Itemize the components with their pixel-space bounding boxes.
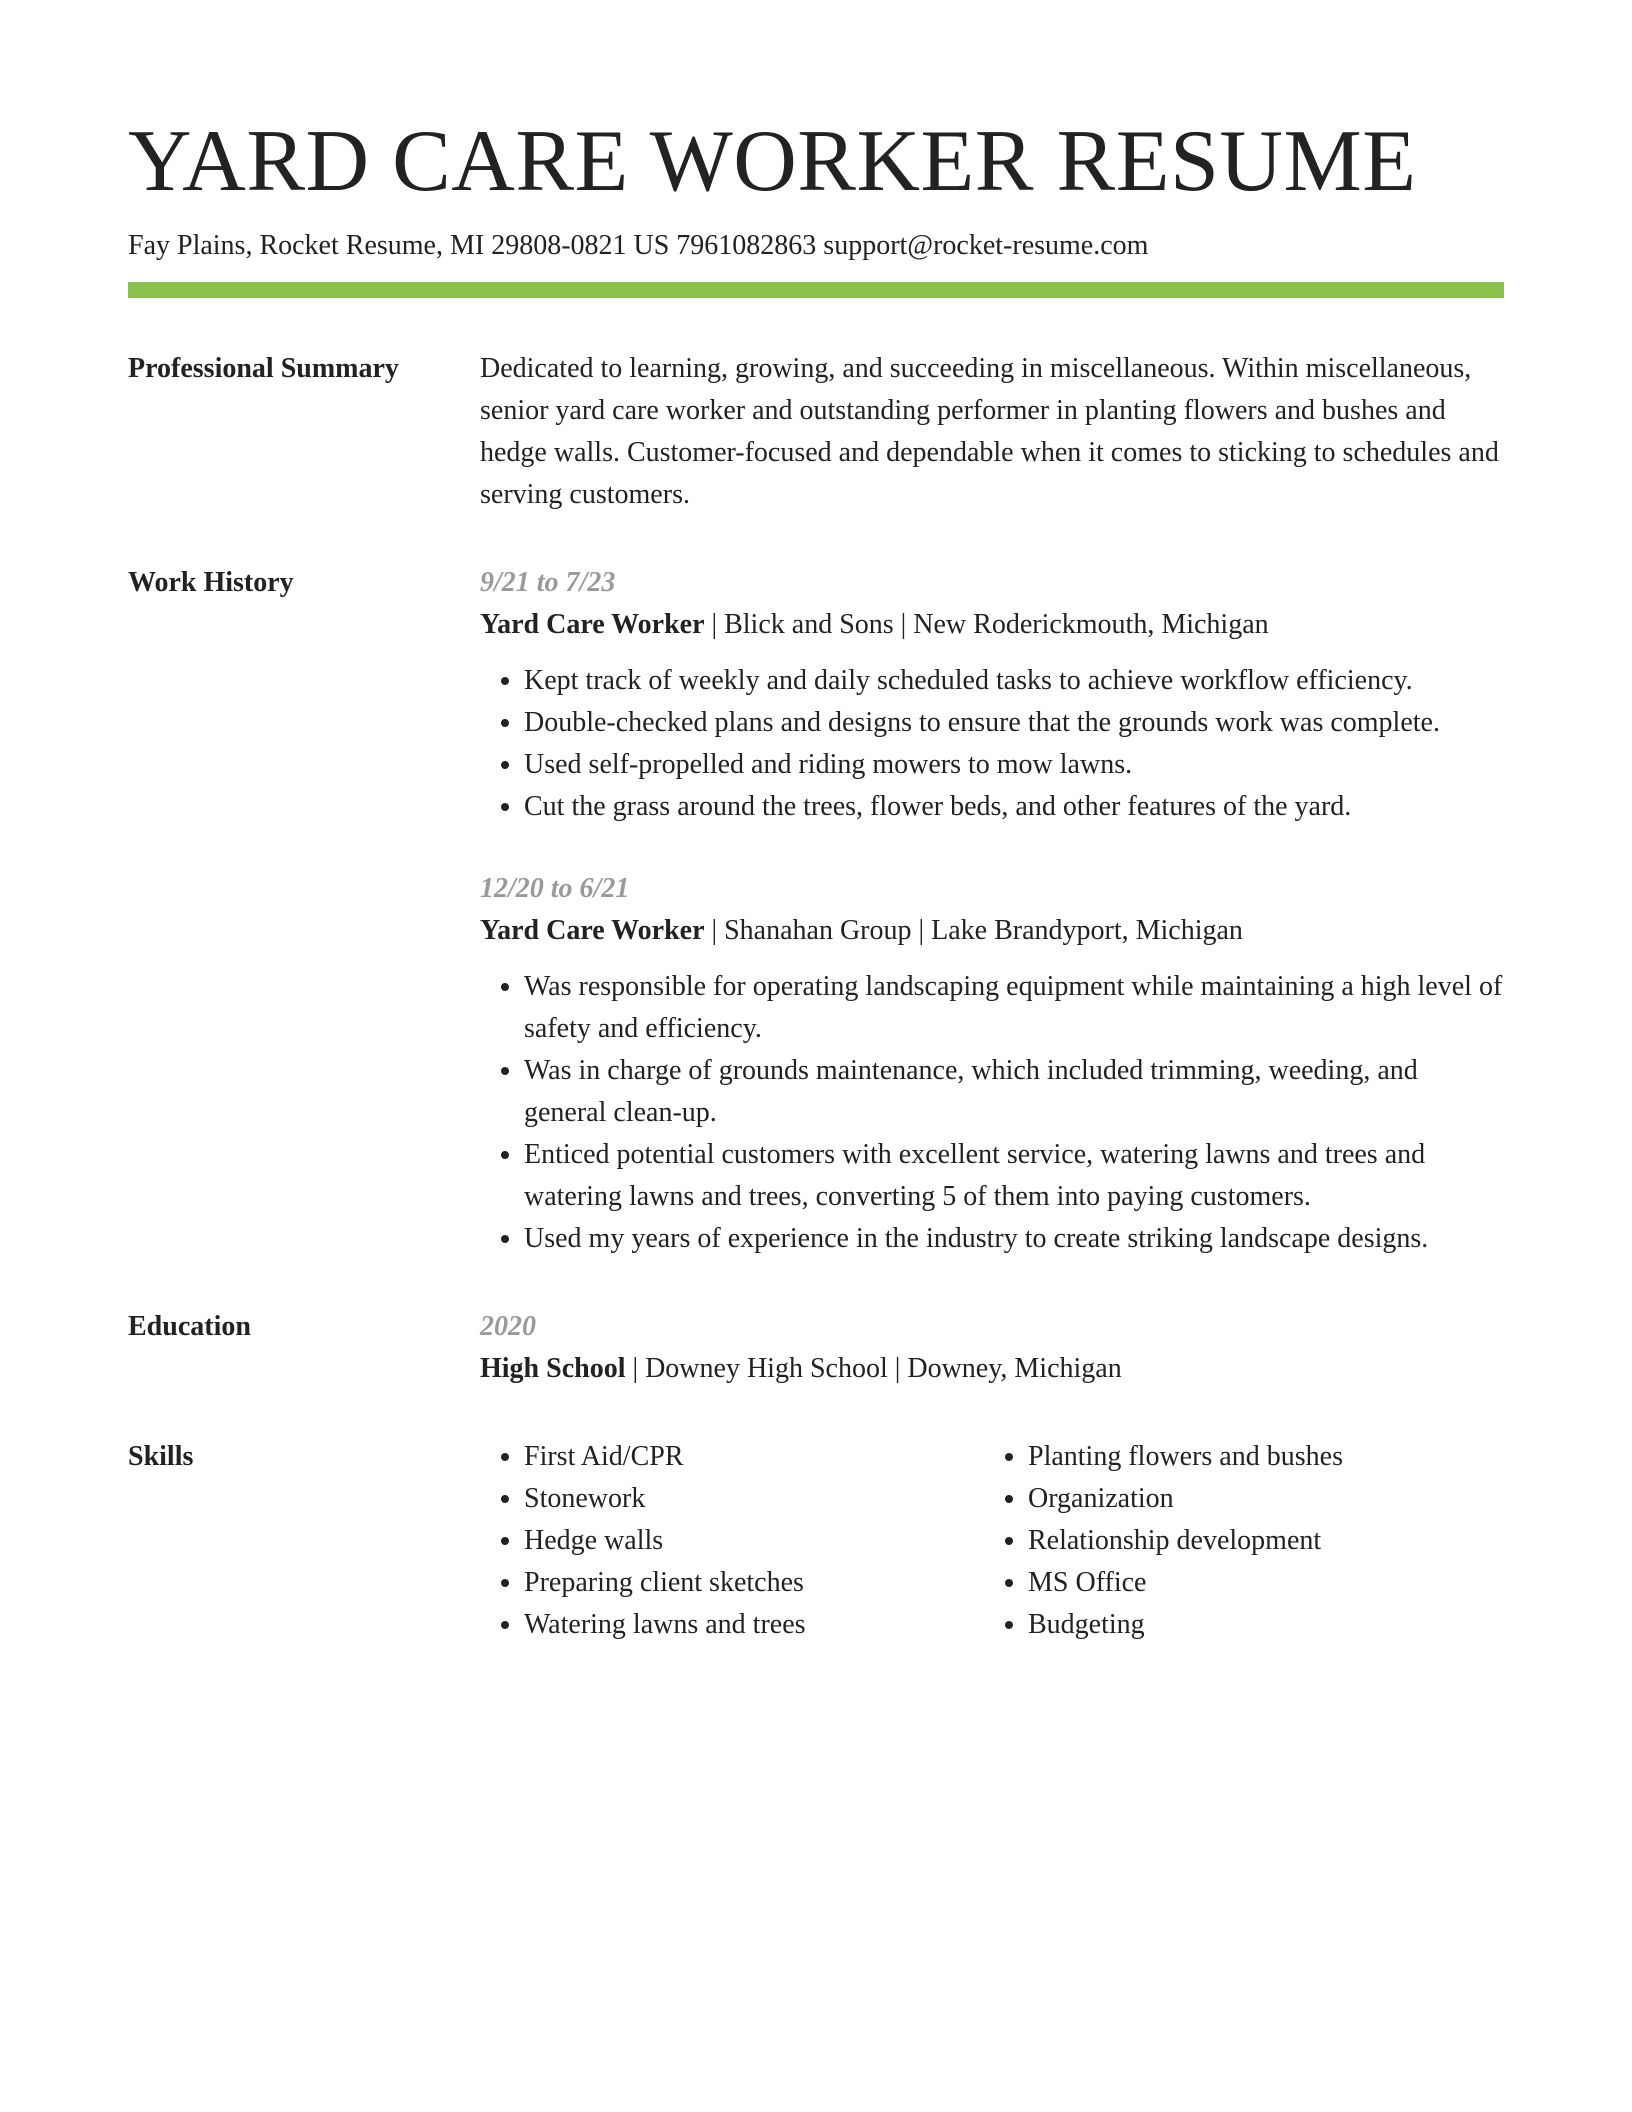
list-item: • Hedge walls — [524, 1520, 984, 1562]
education-degree: High School — [480, 1353, 626, 1385]
job-details: | Blick and Sons | New Roderickmouth, Michigan — [704, 609, 1269, 641]
list-item: • Double-checked plans and designs to ensure that the grounds work was complete. — [524, 702, 1504, 744]
job-role — [480, 604, 1504, 646]
job-date: 9/21 to 7/23 — [480, 567, 616, 599]
work-history-list — [480, 562, 1504, 1260]
job-bullets — [480, 966, 1504, 1260]
section-work-history — [128, 562, 1504, 1260]
list-item: • Organization — [1028, 1478, 1488, 1520]
skills-columns — [480, 1436, 1504, 1646]
list-item: • Relationship development — [1028, 1520, 1488, 1562]
section-summary — [128, 348, 1504, 516]
list-item: • Was responsible for operating landscaping equipment while maintaining a high level of safety and efficiency. — [524, 966, 1504, 1050]
job-role — [480, 910, 1504, 952]
section-label-education: Education — [128, 1311, 251, 1343]
job-date: 12/20 to 6/21 — [480, 873, 630, 905]
accent-divider — [128, 282, 1504, 298]
education-role — [480, 1348, 1504, 1390]
list-item: • Stonework — [524, 1478, 984, 1520]
page-title: YARD CARE WORKER RESUME — [128, 113, 1417, 210]
education-date: 2020 — [480, 1311, 536, 1343]
list-item: • Planting flowers and bushes — [1028, 1436, 1488, 1478]
summary-text: Dedicated to learning, growing, and succeeding in miscellaneous. Within miscellaneous, senior yard care worker and outstanding performer in planting flowers and bushes and hedge walls. Customer-focused and dependable when it comes to sticking to schedules and serving customers. — [480, 353, 1499, 511]
education-details: | Downey High School | Downey, Michigan — [625, 1353, 1122, 1385]
list-item: • Used self-propelled and riding mowers to mow lawns. — [524, 744, 1504, 786]
list-item: • Cut the grass around the trees, flower beds, and other features of the yard. — [524, 786, 1504, 828]
job-entry — [480, 868, 1504, 1260]
list-item: • MS Office — [1028, 1562, 1488, 1604]
list-item: • First Aid/CPR — [524, 1436, 984, 1478]
job-entry — [480, 562, 1504, 828]
list-item: • Used my years of experience in the industry to create striking landscape designs. — [524, 1218, 1504, 1260]
section-skills — [128, 1436, 1504, 1646]
section-label-summary: Professional Summary — [128, 353, 399, 385]
section-label-work: Work History — [128, 567, 294, 599]
section-education — [128, 1306, 1504, 1390]
section-label-skills: Skills — [128, 1441, 194, 1473]
list-item: • Watering lawns and trees — [524, 1604, 984, 1646]
skills-list-right — [984, 1436, 1488, 1646]
education-entry — [480, 1306, 1504, 1390]
list-item: • Budgeting — [1028, 1604, 1488, 1646]
job-title: Yard Care Worker — [480, 609, 705, 641]
contact-line: Fay Plains, Rocket Resume, MI 29808-0821 US 7961082863 support@rocket-resume.com — [128, 230, 1149, 261]
skills-list-left — [480, 1436, 984, 1646]
list-item: • Enticed potential customers with excellent service, watering lawns and trees and watering lawns and trees, converting 5 of them into paying customers. — [524, 1134, 1504, 1218]
job-details: | Shanahan Group | Lake Brandyport, Michigan — [704, 915, 1243, 947]
list-item: • Preparing client sketches — [524, 1562, 984, 1604]
list-item: • Kept track of weekly and daily scheduled tasks to achieve workflow efficiency. — [524, 660, 1504, 702]
job-title: Yard Care Worker — [480, 915, 705, 947]
list-item: • Was in charge of grounds maintenance, which included trimming, weeding, and general clean-up. — [524, 1050, 1504, 1134]
job-bullets — [480, 660, 1504, 828]
